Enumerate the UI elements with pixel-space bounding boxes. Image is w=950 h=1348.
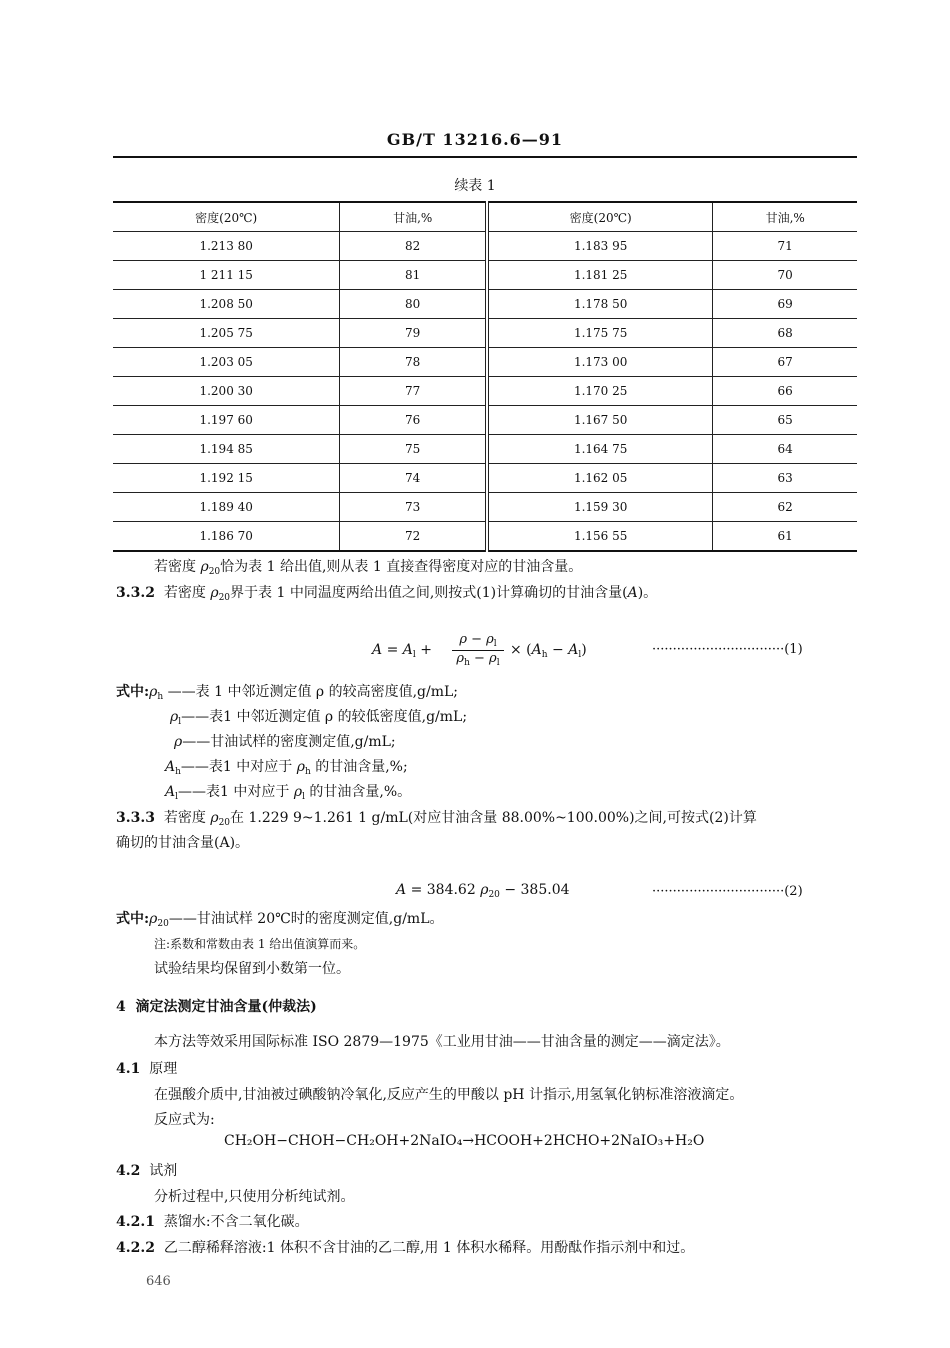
table-row <box>113 464 857 493</box>
formula-1: $A = A_l$ + $\rho - \rho_l$ $\rho_h - \rho_l$ × $(A_h - A_l)$ <box>372 632 587 668</box>
formula-2: A = 384.62 $\rho_{20} - 385.04$ <box>396 882 570 900</box>
table-cell: 1.167 50 <box>487 406 713 435</box>
table-cell: 63 <box>713 464 857 493</box>
table-cell: 69 <box>713 290 857 319</box>
table-cell: 61 <box>713 522 857 552</box>
def-rho20: 式中$:\rho_{20}——$甘油试样 20℃时的密度测定值,g/mL。 <box>116 911 444 929</box>
coefficient-note: 注:系数和常数由表 1 给出值演算而来。 <box>154 937 366 951</box>
table-cell: 1.197 60 <box>113 406 340 435</box>
table-cell: 1.175 75 <box>487 319 713 348</box>
formula-1-label: (1) <box>784 642 803 657</box>
table-cell: 1.208 50 <box>113 290 340 319</box>
table-cell: 1.162 05 <box>487 464 713 493</box>
table-cell: 1.178 50 <box>487 290 713 319</box>
table-cell: 73 <box>340 493 487 522</box>
table-cell: 72 <box>340 522 487 552</box>
table-cell: 70 <box>713 261 857 290</box>
table-cell: 1.159 30 <box>487 493 713 522</box>
header-rule <box>113 156 857 158</box>
table-cell: 1.156 55 <box>487 522 713 552</box>
rounding-rule: 试验结果均保留到小数第一位。 <box>154 961 350 977</box>
table-cell: 65 <box>713 406 857 435</box>
section-4-intro: 本方法等效采用国际标准 ISO 2879—1975《工业用甘油——甘油含量的测定——滴定法》。 <box>154 1034 730 1050</box>
table-row <box>113 232 857 261</box>
formula-1-fraction: $\rho - \rho_l$ $\rho_h - \rho_l$ <box>452 632 504 669</box>
table-cell: 79 <box>340 319 487 348</box>
column-header: 甘油,% <box>713 202 857 232</box>
table-header-row <box>113 202 857 232</box>
note-direct-lookup: 若密度 $\rho_{20}$恰为表 1 给出值,则从表 1 直接查得密度对应的甘油含量。 <box>154 559 583 577</box>
table-cell: 81 <box>340 261 487 290</box>
section-4-heading: 4 滴定法测定甘油含量(仲裁法) <box>116 999 317 1015</box>
def-a-l: $A_l——$表1 中对应于 $\rho_l$ 的甘油含量,%。 <box>165 784 412 802</box>
table-body <box>113 232 857 552</box>
reaction-equation: CH₂OH−CHOH−CH₂OH+2NaIO₄→HCOOH+2HCHO+2NaIO₃+H₂O <box>224 1133 705 1149</box>
table-cell: 1.200 30 <box>113 377 340 406</box>
table-row <box>113 435 857 464</box>
table-cell: 1.170 25 <box>487 377 713 406</box>
density-glycerol-table <box>113 201 857 552</box>
section-3-3-2: 3.3.2 若密度 $\rho_{20}$界于表 1 中同温度两给出值之间,则按式(1)计算确切的甘油含量(A)。 <box>116 585 658 603</box>
table-cell: 1.183 95 <box>487 232 713 261</box>
table-cell: 1.164 75 <box>487 435 713 464</box>
table-row <box>113 348 857 377</box>
formula-2-leader: ································(2) <box>652 884 803 899</box>
section-4-2-heading: 4.2 试剂 <box>116 1163 178 1179</box>
def-rho: ρ——甘油试样的密度测定值,g/mL; <box>174 734 396 750</box>
table-cell: 78 <box>340 348 487 377</box>
table-cell: 74 <box>340 464 487 493</box>
table-row <box>113 493 857 522</box>
table-cell: 68 <box>713 319 857 348</box>
table-row <box>113 377 857 406</box>
table-cell: 75 <box>340 435 487 464</box>
table-cell: 82 <box>340 232 487 261</box>
section-4-2-2: 4.2.2 乙二醇稀释溶液:1 体积不含甘油的乙二醇,用 1 体积水稀释。用酚酞作指示剂中和过。 <box>116 1240 695 1256</box>
section-4-1-text: 在强酸介质中,甘油被过碘酸钠冷氧化,反应产生的甲酸以 pH 计指示,用氢氧化钠标准溶液滴定。 <box>154 1087 744 1103</box>
table-cell: 1.189 40 <box>113 493 340 522</box>
table-row <box>113 261 857 290</box>
def-rho-l: $\rho_l——$表1 中邻近测定值 ρ 的较低密度值,g/mL; <box>170 709 468 727</box>
table-row <box>113 406 857 435</box>
table-row <box>113 319 857 348</box>
table-cell: 1 211 15 <box>113 261 340 290</box>
table-cell: 80 <box>340 290 487 319</box>
def-rho-h: 式中$:\rho_h$ ——表 1 中邻近测定值 ρ 的较高密度值,g/mL; <box>116 684 459 702</box>
table-cell: 1.205 75 <box>113 319 340 348</box>
def-a-h: $A_h——$表1 中对应于 $\rho_h$ 的甘油含量,%; <box>165 759 408 777</box>
table-cell: 76 <box>340 406 487 435</box>
table-cell: 66 <box>713 377 857 406</box>
section-4-2-text: 分析过程中,只使用分析纯试剂。 <box>154 1189 355 1205</box>
table-cell: 1.194 85 <box>113 435 340 464</box>
section-4-1-heading: 4.1 原理 <box>116 1061 178 1077</box>
table-cell: 62 <box>713 493 857 522</box>
table-cell: 1.181 25 <box>487 261 713 290</box>
section-3-3-3-cont: 确切的甘油含量(A)。 <box>116 835 250 851</box>
table-row <box>113 290 857 319</box>
column-header: 密度(20℃) <box>487 202 713 232</box>
formula-2-label: (2) <box>784 884 803 899</box>
table-cell: 1.186 70 <box>113 522 340 552</box>
column-header: 密度(20℃) <box>113 202 340 232</box>
table-cell: 64 <box>713 435 857 464</box>
table-cell: 1.173 00 <box>487 348 713 377</box>
table-cell: 1.203 05 <box>113 348 340 377</box>
table-cell: 1.213 80 <box>113 232 340 261</box>
section-3-3-3: 3.3.3 若密度 $\rho_{20}$在 1.229 9~1.261 1 g/mL(对应甘油含量 88.00%~100.00%)之间,可按式(2)计算 <box>116 810 757 828</box>
section-4-2-1: 4.2.1 蒸馏水:不含二氧化碳。 <box>116 1214 309 1230</box>
standard-code: GB/T 13216.6—91 <box>386 130 564 149</box>
page-number: 646 <box>146 1274 171 1289</box>
column-header: 甘油,% <box>340 202 487 232</box>
formula-1-leader: ································(1) <box>652 642 803 657</box>
table-cell: 77 <box>340 377 487 406</box>
table-cell: 67 <box>713 348 857 377</box>
table-cell: 1.192 15 <box>113 464 340 493</box>
table-caption: 续表 1 <box>454 178 496 194</box>
table-row <box>113 522 857 552</box>
reaction-label: 反应式为: <box>154 1112 215 1128</box>
table-cell: 71 <box>713 232 857 261</box>
